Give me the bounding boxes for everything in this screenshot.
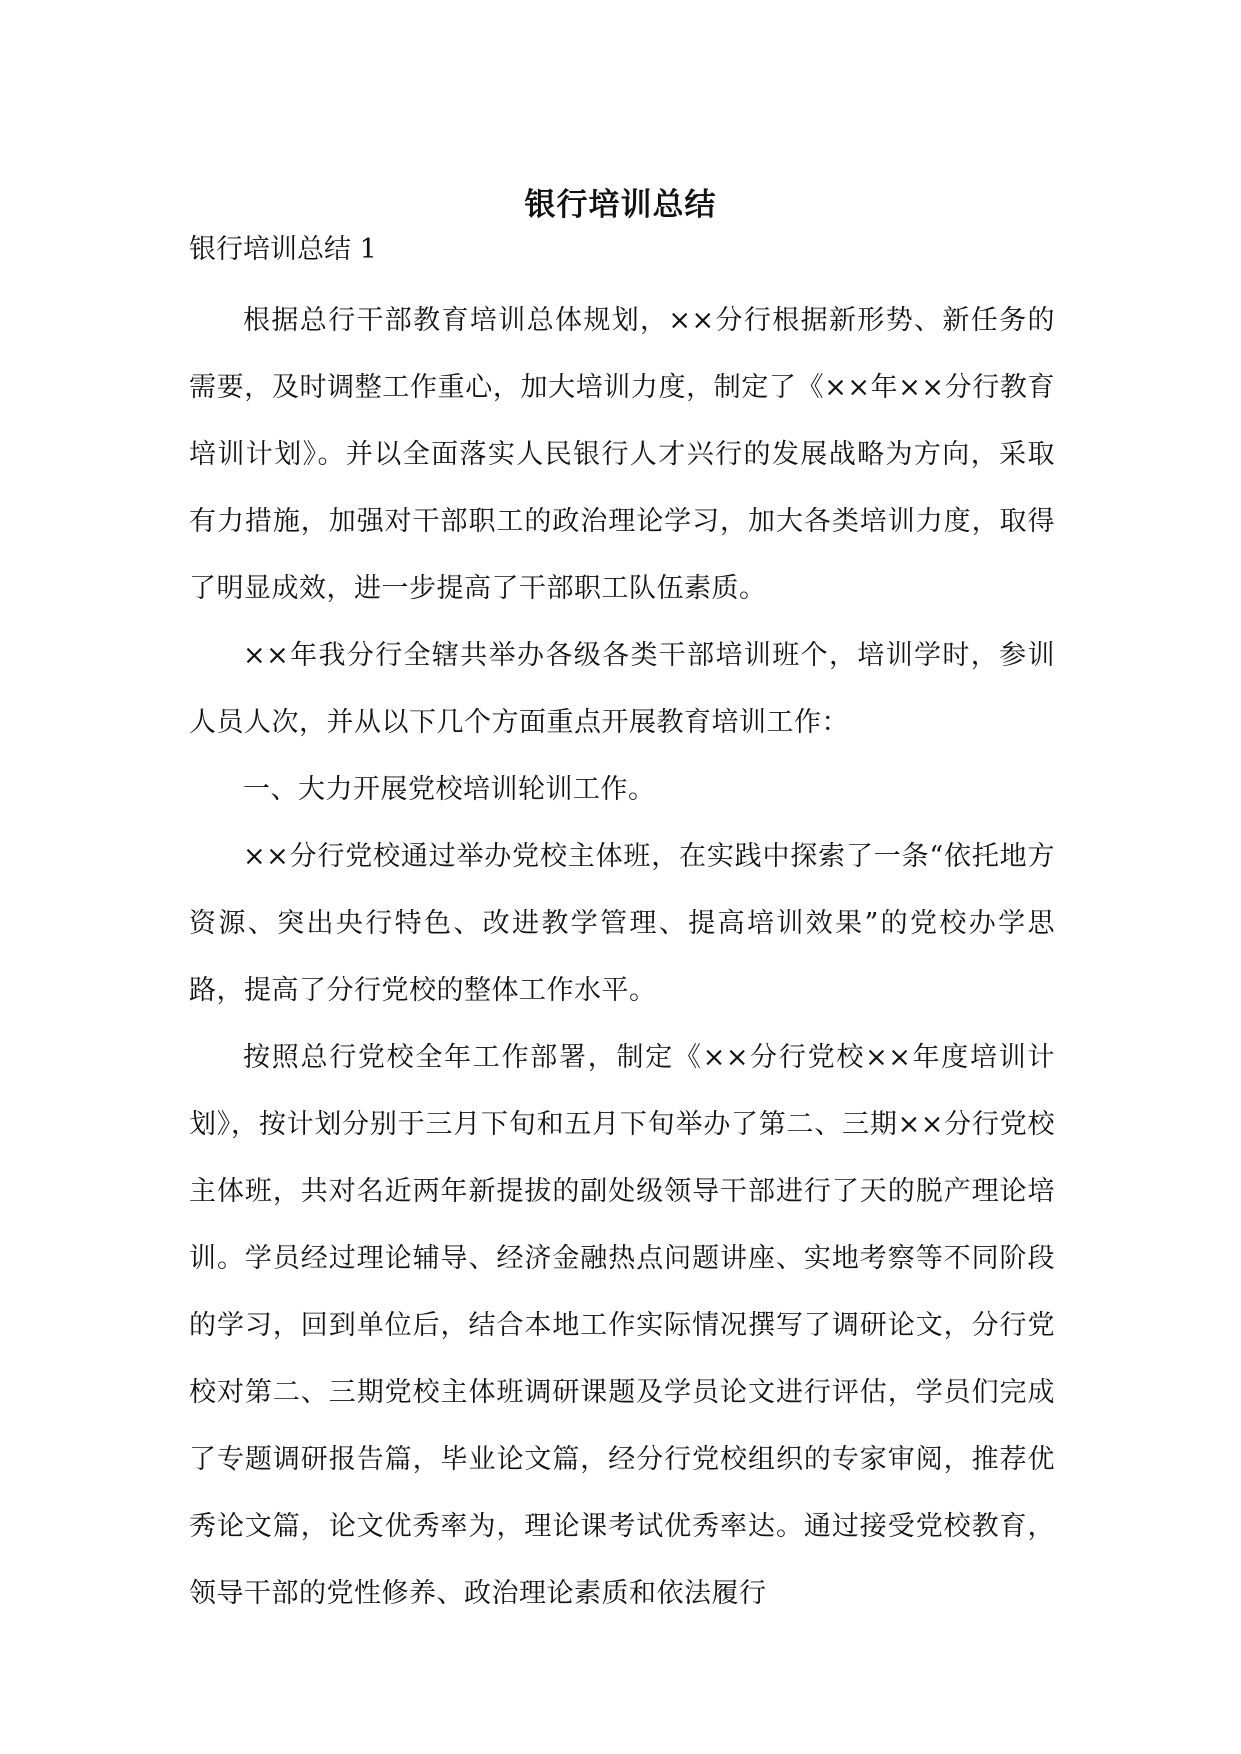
paragraph-5: 按照总行党校全年工作部署，制定《××分行党校××年度培训计划》，按计划分别于三月下旬和五月下旬举办了第二、三期××分行党校主体班，共对名近两年新提拔的副处级领导干部进行了天的脱产理论培训。学员经过理论辅导、经济金融热点问题讲座、实地考察等不同阶段的学习，回到单位后，结合本地工作实际情况撰写了调研论文，分行党校对第二、三期党校主体班调研课题及学员论文进行评估，学员们完成了专题调研报告篇，毕业论文篇，经分行党校组织的专家审阅，推荐优秀论文篇，论文优秀率为，理论课考试优秀率达。通过接受党校教育，领导干部的党性修养、政治理论素质和依法履行 — [189, 1042, 1055, 1609]
document-title: 银行培训总结 — [524, 186, 717, 223]
paragraph-2: ××年我分行全辖共举办各级各类干部培训班个，培训学时，参训人员人次，并从以下几个方面重点开展教育培训工作： — [189, 640, 1055, 738]
paragraph-4: ××分行党校通过举办党校主体班，在实践中探索了一条“依托地方资源、突出央行特色、改进教学管理、提高培训效果”的党校办学思路，提高了分行党校的整体工作水平。 — [189, 841, 1055, 1006]
document-body — [189, 287, 1055, 1627]
section-heading: 银行培训总结 1 — [189, 234, 377, 265]
paragraph-1: 根据总行干部教育培训总体规划，××分行根据新形势、新任务的需要，及时调整工作重心，加大培训力度，制定了《××年××分行教育培训计划》。并以全面落实人民银行人才兴行的发展战略为方向，采取有力措施，加强对干部职工的政治理论学习，加大各类培训力度，取得了明显成效，进一步提高了干部职工队伍素质。 — [189, 305, 1055, 604]
paragraph-3: 一、大力开展党校培训轮训工作。 — [243, 774, 656, 805]
